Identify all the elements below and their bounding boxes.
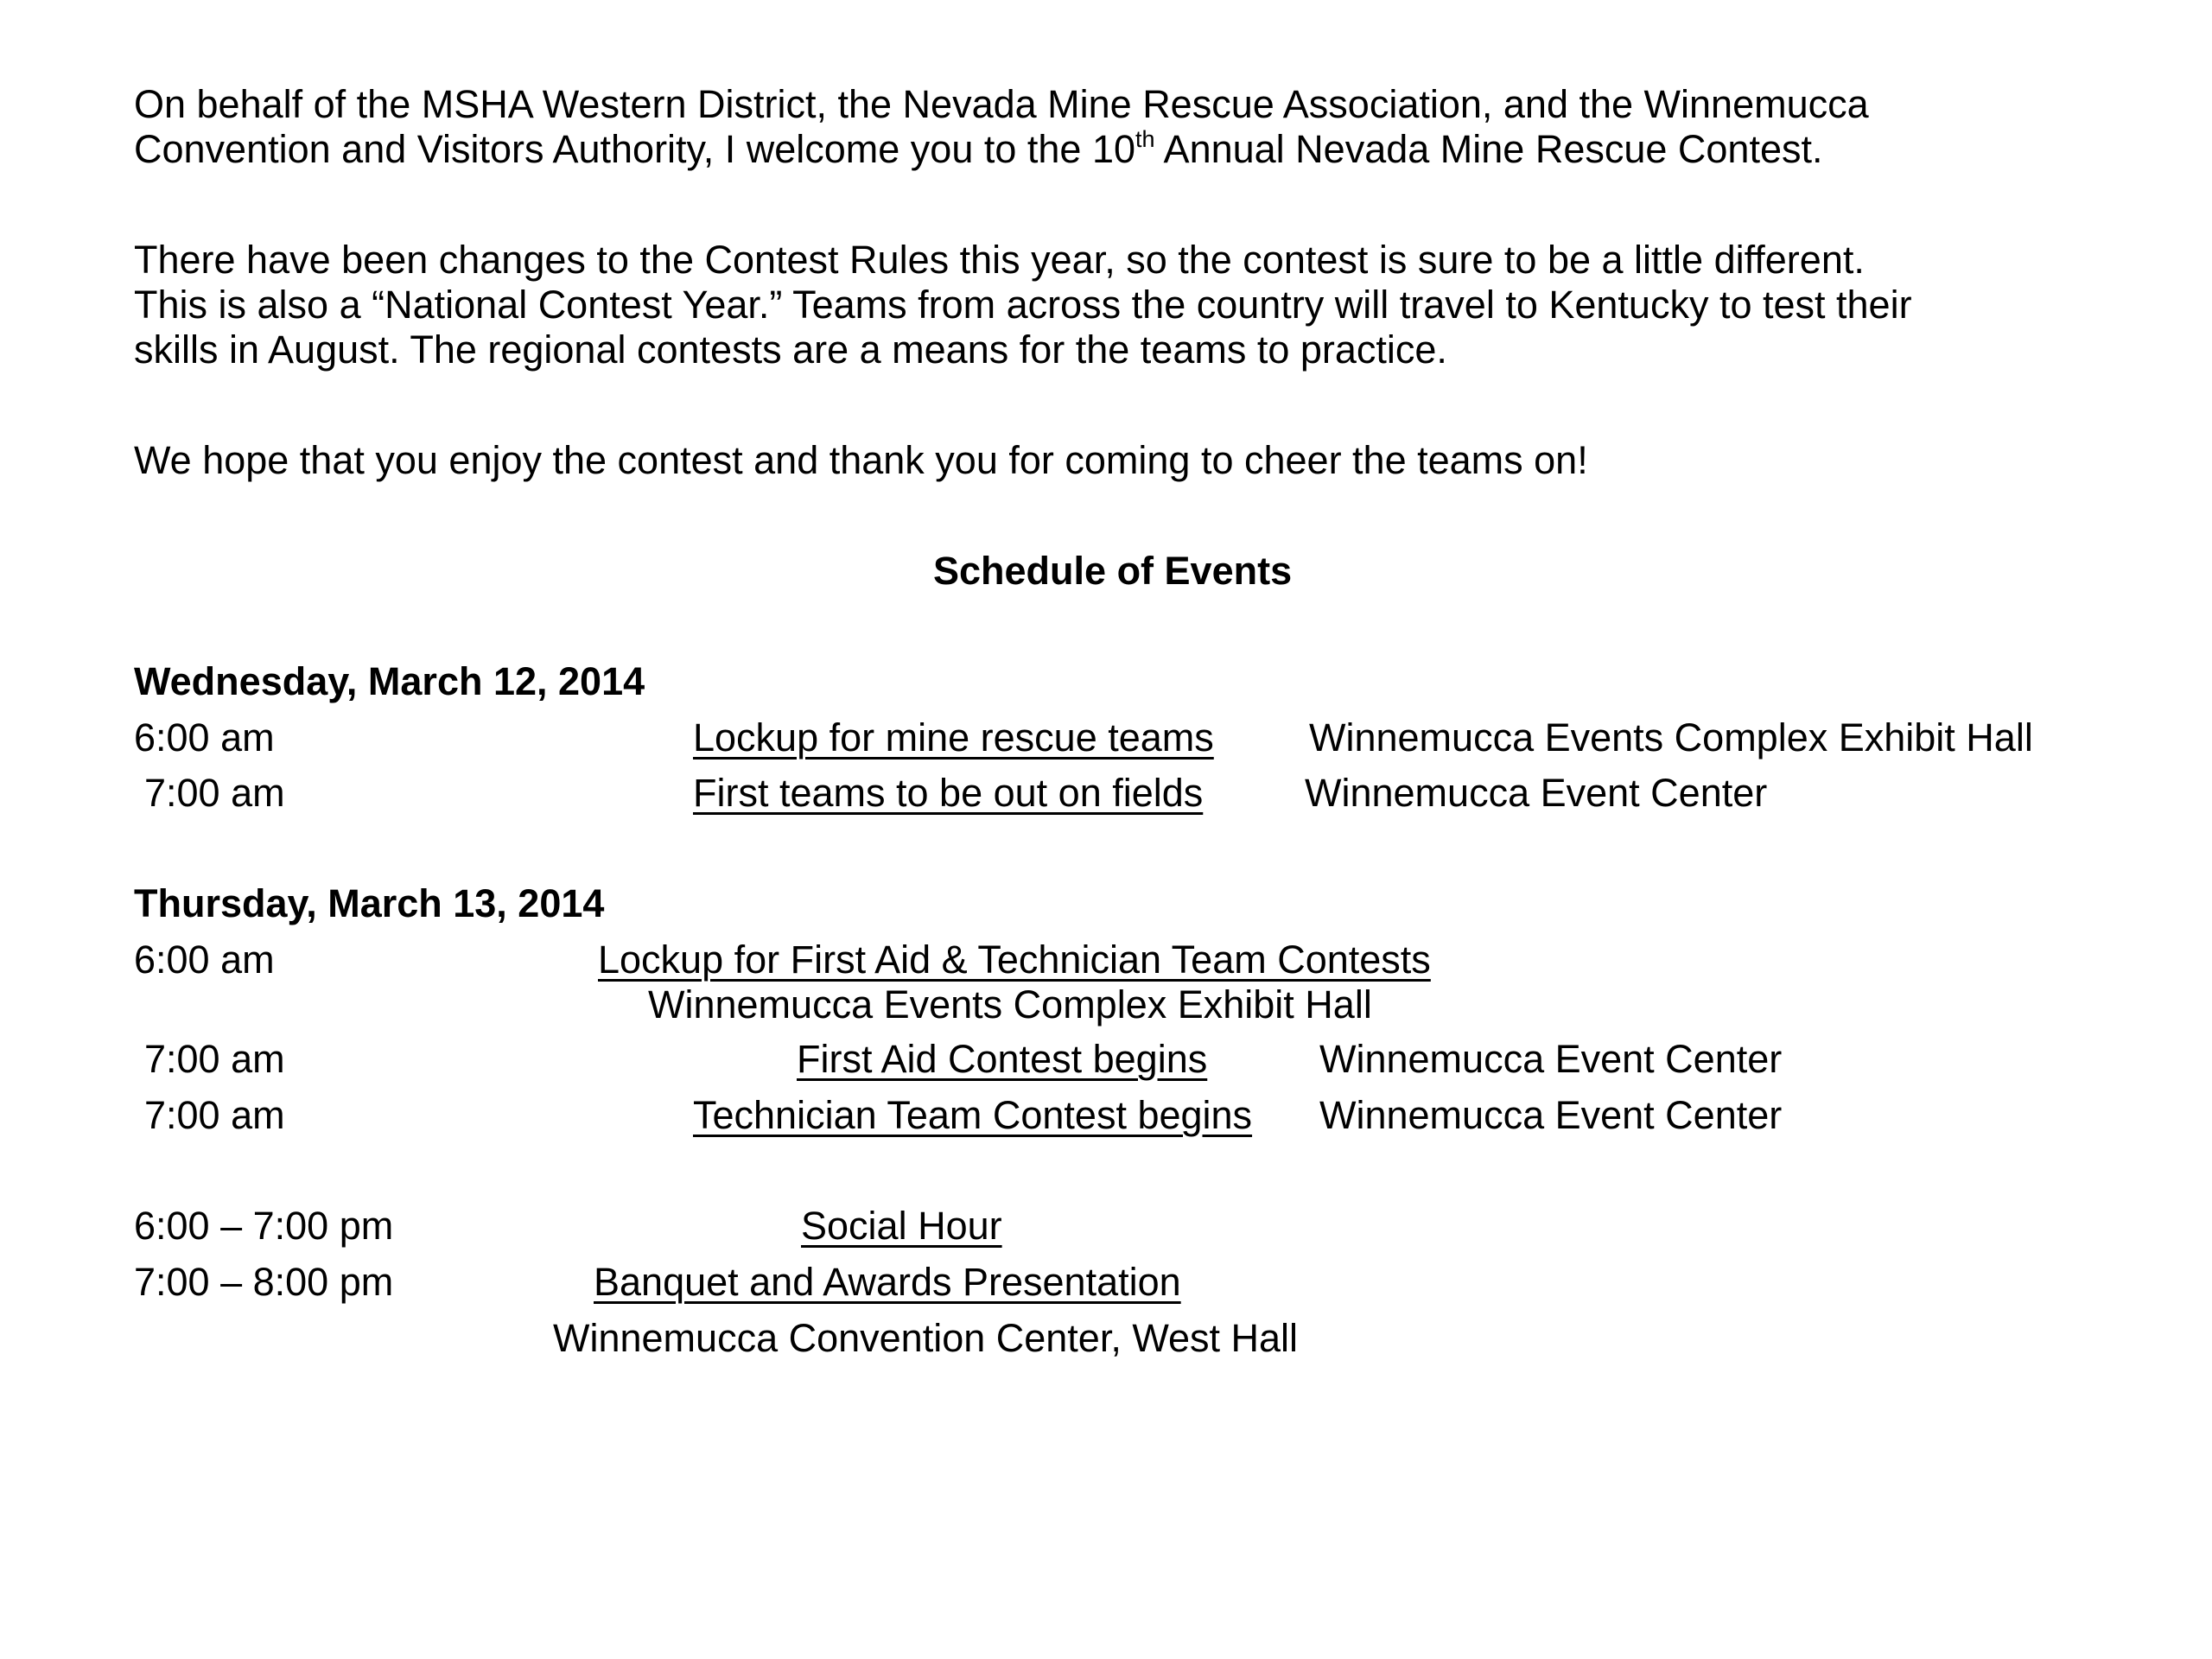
day-1-date: Wednesday, March 12, 2014 <box>134 659 645 703</box>
intro-line-2 <box>134 127 1823 172</box>
event-title: Lockup for mine rescue teams <box>693 715 1214 760</box>
ordinal-suffix: th <box>1135 126 1155 152</box>
event-location: Winnemucca Event Center <box>1305 771 1768 815</box>
intro-line-1: On behalf of the MSHA Western District, the Nevada Mine Rescue Association, and the Winnemucca <box>134 82 1869 126</box>
event-time: 6:00 am <box>134 715 275 760</box>
event-title: Technician Team Contest begins <box>693 1093 1253 1137</box>
event-time: 7:00 am <box>144 1037 285 1081</box>
event-location: Winnemucca Convention Center, West Hall <box>553 1316 1299 1360</box>
event-location: Winnemucca Events Complex Exhibit Hall <box>648 982 1372 1027</box>
event-title: First Aid Contest begins <box>797 1037 1208 1081</box>
event-title: Lockup for First Aid & Technician Team Contests <box>598 938 1431 982</box>
event-location: Winnemucca Event Center <box>1319 1093 1783 1137</box>
event-location: Winnemucca Events Complex Exhibit Hall <box>1309 715 2033 760</box>
event-time: 7:00 – 8:00 pm <box>134 1260 394 1304</box>
event-location: Winnemucca Event Center <box>1319 1037 1783 1081</box>
event-title: Social Hour <box>801 1204 1002 1248</box>
event-title: Banquet and Awards Presentation <box>594 1260 1181 1304</box>
intro-line-2-start: Convention and Visitors Authority, I welcome you to the 10 <box>134 127 1135 171</box>
event-time: 7:00 am <box>144 1093 285 1137</box>
schedule-title: Schedule of Events <box>933 549 1293 593</box>
day-2-date: Thursday, March 13, 2014 <box>134 881 605 925</box>
intro-para2-line-2: This is also a “National Contest Year.” Teams from across the country will travel to Kentucky to test their <box>134 283 1912 327</box>
event-title: First teams to be out on fields <box>693 771 1204 815</box>
intro-line-2-end: Annual Nevada Mine Rescue Contest. <box>1154 127 1823 171</box>
intro-para3: We hope that you enjoy the contest and thank you for coming to cheer the teams on! <box>134 438 1588 482</box>
event-time: 6:00 am <box>134 938 275 982</box>
intro-para2-line-3: skills in August. The regional contests are a means for the teams to practice. <box>134 327 1447 372</box>
event-time: 7:00 am <box>144 771 285 815</box>
intro-para2-line-1: There have been changes to the Contest Rules this year, so the contest is sure to be a little different. <box>134 238 1865 282</box>
event-time: 6:00 – 7:00 pm <box>134 1204 394 1248</box>
